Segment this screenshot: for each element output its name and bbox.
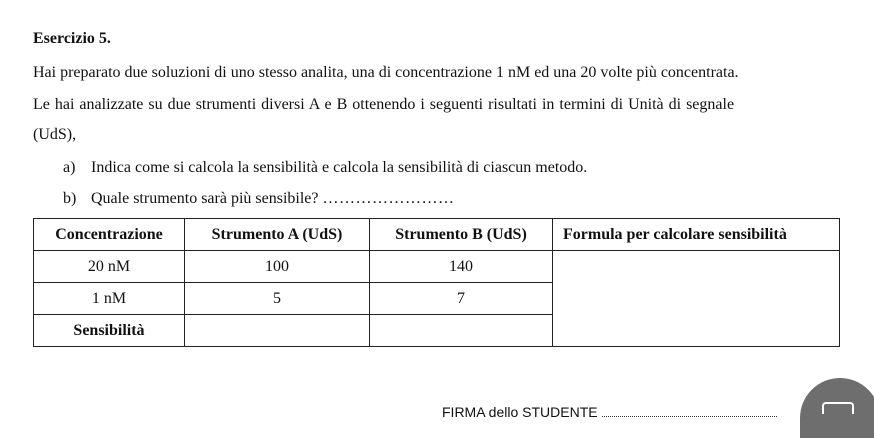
cell-strumento-b: 7 [370,283,553,315]
header-concentrazione: Concentrazione [34,219,185,251]
results-table [33,218,840,347]
cell-strumento-a: 5 [185,283,370,315]
intro-line-1: Hai preparato due soluzioni di uno stesso analita, una di concentrazione 1 nM ed una 20 volte più concentrata. [33,64,739,81]
signature-field [442,404,777,420]
table-row [34,251,840,283]
question-b-text: Quale strumento sarà più sensibile? [91,190,319,207]
cell-sensibilita-label: Sensibilità [34,315,185,347]
keyboard-toggle-button[interactable] [800,378,874,438]
question-a-marker: a) [63,159,76,176]
cell-concentration: 1 nM [34,283,185,315]
question-a [63,159,587,177]
signature-line[interactable] [602,406,777,417]
header-strumento-a: Strumento A (UdS) [185,219,370,251]
intro-line-2: Le hai analizzate su due strumenti diversi A e B ottenendo i seguenti risultati in termini di Unità di segnale [33,96,735,113]
cell-strumento-a: 100 [185,251,370,283]
question-b [63,190,455,208]
cell-concentration: 20 nM [34,251,185,283]
intro-line-3: (UdS), [33,126,77,143]
answer-blank[interactable]: …………………… [322,190,455,207]
table-header-row [34,219,840,251]
signature-label: FIRMA dello STUDENTE [442,404,598,420]
exercise-title: Esercizio 5. [33,30,111,47]
question-a-text: Indica come si calcola la sensibilità e calcola la sensibilità di ciascun metodo. [91,159,588,176]
header-formula: Formula per calcolare sensibilità [553,219,840,251]
cell-sensibilita-a[interactable] [185,315,370,347]
cell-formula[interactable] [553,251,840,347]
keyboard-icon [822,402,854,414]
header-strumento-b: Strumento B (UdS) [370,219,553,251]
question-b-marker: b) [63,190,77,207]
cell-strumento-b: 140 [370,251,553,283]
cell-sensibilita-b[interactable] [370,315,553,347]
